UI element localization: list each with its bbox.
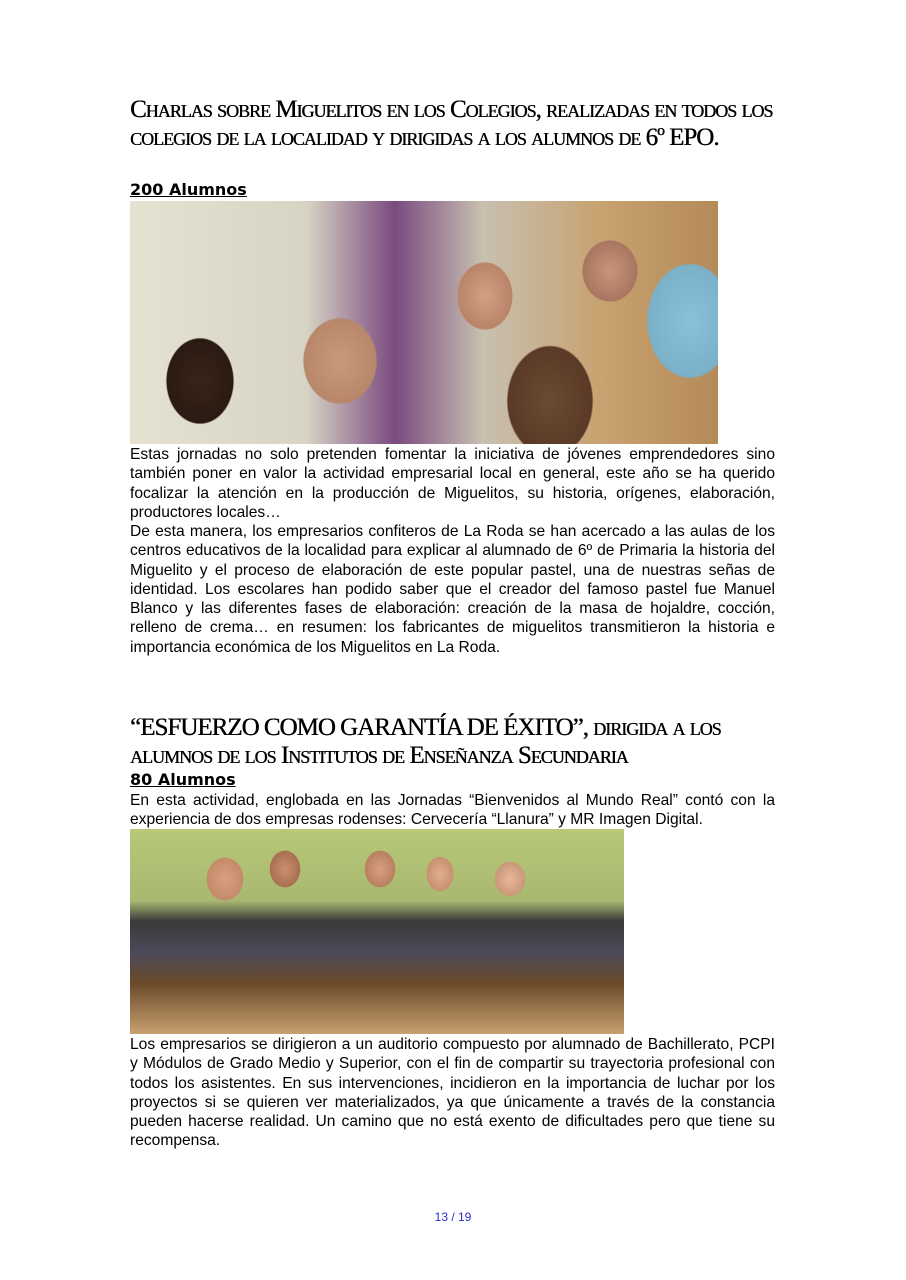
paragraph: Estas jornadas no solo pretenden fomentar la iniciativa de jóvenes emprendedores sino también poner en valor la actividad empresarial local en general, este año se ha querido focalizar la atención en la producción de Miguelitos, su historia, orígenes, elaboración, productores locales… — [130, 446, 775, 521]
section-heading-esfuerzo: “ESFUERZO COMO GARANTÍA DE ÉXITO”, dirigida a los alumnos de los Institutos de Enseñanza Secundaria — [130, 714, 721, 769]
student-count: 80 Alumnos — [130, 770, 236, 789]
student-count: 200 Alumnos — [130, 180, 247, 199]
classroom-students-photo — [130, 201, 718, 444]
paragraph: Los empresarios se dirigieron a un auditorio compuesto por alumnado de Bachillerato, PCPI y Módulos de Grado Medio y Superior, con el fin de compartir su trayectoria profesional con todos los asistentes. En sus intervenciones, incidieron en la importancia de luchar por los proyectos si se quieren ver materializados, ya que únicamente a través de la constancia pueden hacerse realidad. Un camino que no está exento de dificultades pero que tiene su recompensa. — [130, 1036, 775, 1150]
page-number: 13 / 19 — [434, 1210, 472, 1224]
section-heading-miguelitos: Charlas sobre Miguelitos en los Colegios, realizadas en todos los colegios de la localidad y dirigidas a los alumnos de 6º EPO. — [130, 96, 773, 151]
paragraph: De esta manera, los empresarios confiteros de La Roda se han acercado a las aulas de los centros educativos de la localidad para explicar al alumnado de 6º de Primaria la historia del Miguelito y el proceso de elaboración de este popular pastel, una de nuestras señas de identidad. Los escolares han podido saber que el creador del famoso pastel fue Manuel Blanco y las diferentes fases de elaboración: creación de la masa de hojaldre, cocción, relleno de crema… en resumen: los fabricantes de miguelitos transmitieron la historia e importancia económica de los Miguelitos en La Roda. — [130, 523, 775, 656]
paragraph: En esta actividad, englobada en las Jornadas “Bienvenidos al Mundo Real” contó con la experiencia de dos empresas rodenses: Cervecería “Llanura” y MR Imagen Digital. — [130, 792, 775, 829]
panel-speakers-photo — [130, 829, 624, 1034]
